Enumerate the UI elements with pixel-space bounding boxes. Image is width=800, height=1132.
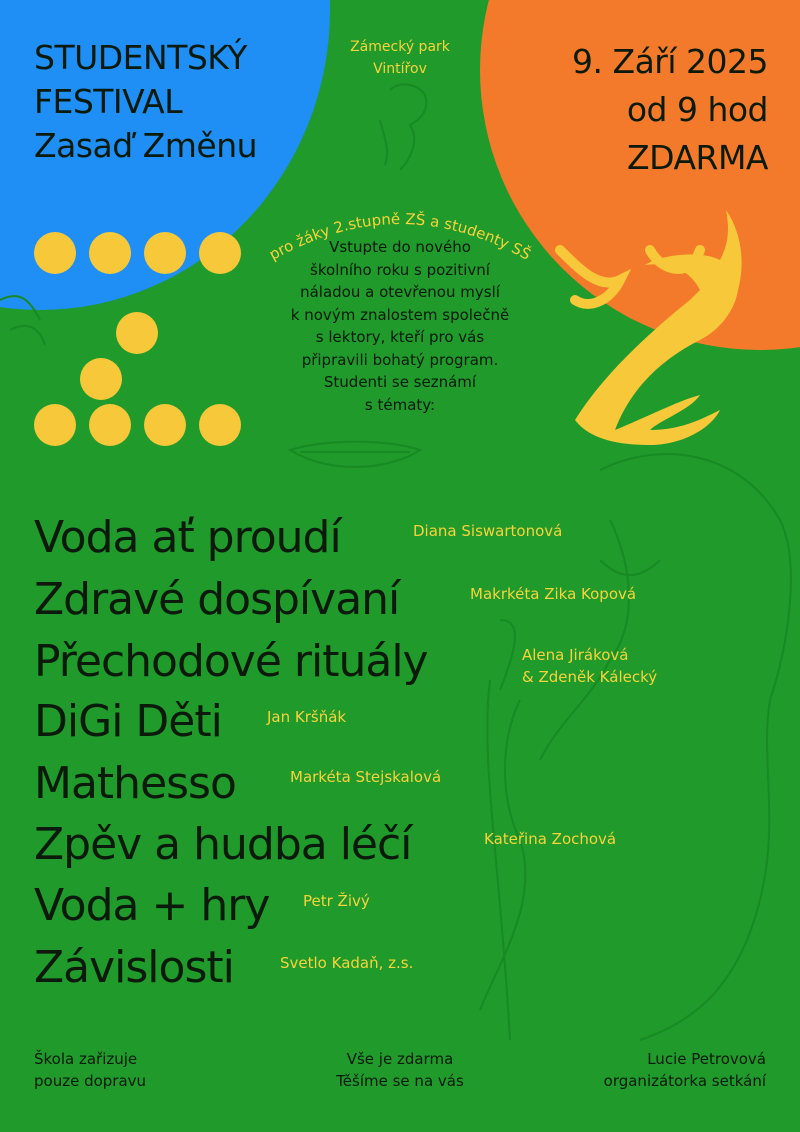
footer-free-note (300, 1048, 500, 1092)
topic-title: Závislosti (34, 942, 234, 993)
venue-line: Zámecký park (350, 39, 450, 55)
intro-line: s tématy: (364, 395, 436, 414)
leaf-lineart (290, 442, 420, 467)
topic-title: DiGi Děti (34, 696, 222, 747)
festival-title (34, 36, 257, 168)
topic-lector: Makrkéta Zika Kopová (470, 585, 637, 603)
topic-lector (522, 644, 657, 688)
yellow-dot (80, 358, 122, 400)
intro-line: náladou a otevřenou myslí (300, 283, 500, 301)
title-line: Zasaď Změnu (34, 126, 258, 165)
yellow-dot (116, 312, 158, 354)
audience-text: pro žáky 2.stupně ZŠ a studenty SŠ (266, 209, 534, 264)
footer-transport-note (34, 1048, 146, 1092)
topic-lector: Jan Kršňák (267, 708, 347, 726)
date-line: 9. Září 2025 (571, 42, 768, 81)
yellow-dot (199, 232, 241, 274)
topic-title: Přechodové rituály (34, 636, 428, 687)
topic-lector: Markéta Stejskalová (290, 768, 442, 786)
yellow-dot (199, 404, 241, 446)
intro-text (250, 236, 550, 416)
topic-title: Zdravé dospívaní (34, 574, 400, 625)
intro-line: s lektory, kteří pro vás (315, 328, 485, 346)
time-line: od 9 hod (626, 90, 768, 129)
topic-lector: Svetlo Kadaň, z.s. (280, 954, 414, 972)
intro-line: Studenti se seznámí (323, 373, 477, 391)
footer-line: Škola zařizuje (34, 1050, 138, 1068)
topic-title: Zpěv a hudba léčí (34, 819, 412, 870)
intro-line: připravili bohatý program. (301, 350, 499, 369)
title-line: STUDENTSKÝ (34, 38, 247, 77)
lector-line: Alena Jiráková (522, 646, 629, 664)
yellow-dot (34, 232, 76, 274)
yellow-dot (89, 404, 131, 446)
organizer-name: Lucie Petrovová (647, 1050, 766, 1068)
venue-line: Vintířov (373, 61, 427, 77)
topic-title: Mathesso (34, 758, 236, 809)
cat-lineart (380, 85, 426, 170)
intro-line: školního roku s pozitivní (310, 260, 490, 279)
topic-lector: Kateřina Zochová (484, 830, 617, 848)
event-date (572, 38, 768, 182)
lector-line: & Zdeněk Kálecký (522, 668, 658, 686)
footer-line: Těšíme se na vás (336, 1072, 464, 1090)
title-line: FESTIVAL (34, 82, 183, 121)
footer-line: pouze dopravu (34, 1072, 147, 1090)
yellow-dot (89, 232, 131, 274)
yellow-dot (144, 232, 186, 274)
topic-title: Voda + hry (34, 880, 270, 931)
yellow-dot (144, 404, 186, 446)
organizer-role: organizátorka setkání (603, 1072, 766, 1090)
topic-lector: Petr Živý (303, 892, 370, 910)
venue (330, 36, 470, 80)
footer-organizer (604, 1048, 766, 1092)
topic-lector: Diana Siswartonová (413, 522, 563, 540)
footer-line: Vše je zdarma (346, 1050, 454, 1068)
yellow-dot (34, 404, 76, 446)
topic-title: Voda ať proudí (34, 512, 341, 563)
price-line: ZDARMA (627, 138, 768, 177)
intro-line: k novým znalostem společně (290, 305, 510, 324)
intro-line: Vstupte do nového (329, 238, 471, 256)
